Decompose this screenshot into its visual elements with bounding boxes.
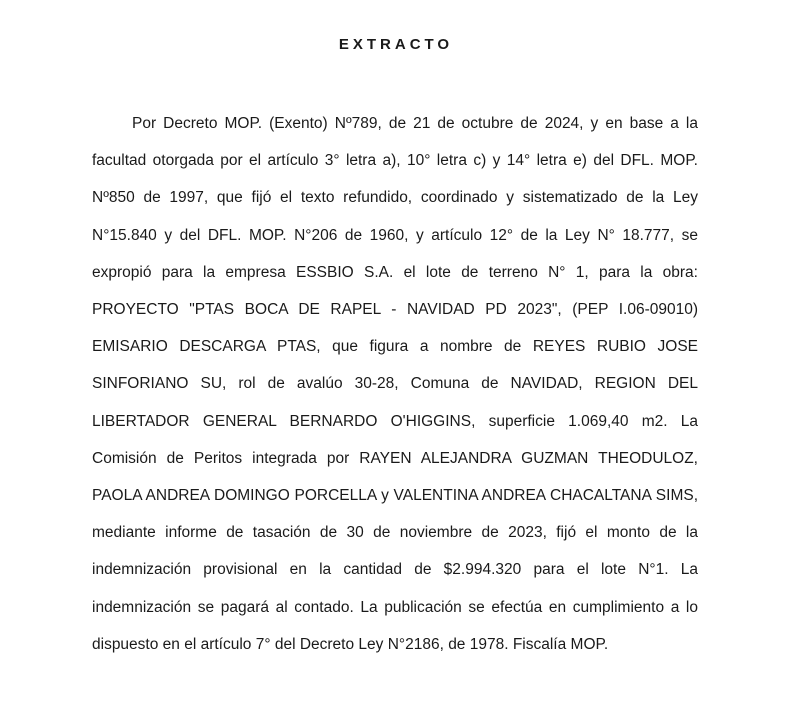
document-title: EXTRACTO <box>338 36 454 53</box>
document-body-paragraph: Por Decreto MOP. (Exento) Nº789, de 21 de octubre de 2024, y en base a la facultad otorgada por el artículo 3° letra a), 10° letra c) y 14° letra e) del DFL. MOP. Nº850 de 1997, que fijó el texto refundido, coordinado y sistematizado de la Ley N°15.840 y del DFL. MOP. N°206 de 1960, y artículo 12° de la Ley N° 18.777, se expropió para la empresa ESSBIO S.A. el lote de terreno N° 1, para la obra: PROYECTO "PTAS BOCA DE RAPEL - NAVIDAD PD 2023", (PEP I.06-09010) EMISARIO DESCARGA PTAS, que figura a nombre de REYES RUBIO JOSE SINFORIANO SU, rol de avalúo 30-28, Comuna de NAVIDAD, REGION DEL LIBERTADOR GENERAL BERNARDO O'HIGGINS, superficie 1.069,40 m2. La Comisión de Peritos integrada por RAYEN ALEJANDRA GUZMAN THEODULOZ, PAOLA ANDREA DOMINGO PORCELLA y VALENTINA ANDREA CHACALTANA SIMS, mediante informe de tasación de 30 de noviembre de 2023, fijó el monto de la indemnización provisional en la cantidad de $2.994.320 para el lote N°1. La indemnización se pagará al contado. La publicación se efectúa en cumplimiento a lo dispuesto en el artículo 7° del Decreto Ley N°2186, de 1978. Fiscalía MOP. <box>92 115 698 653</box>
